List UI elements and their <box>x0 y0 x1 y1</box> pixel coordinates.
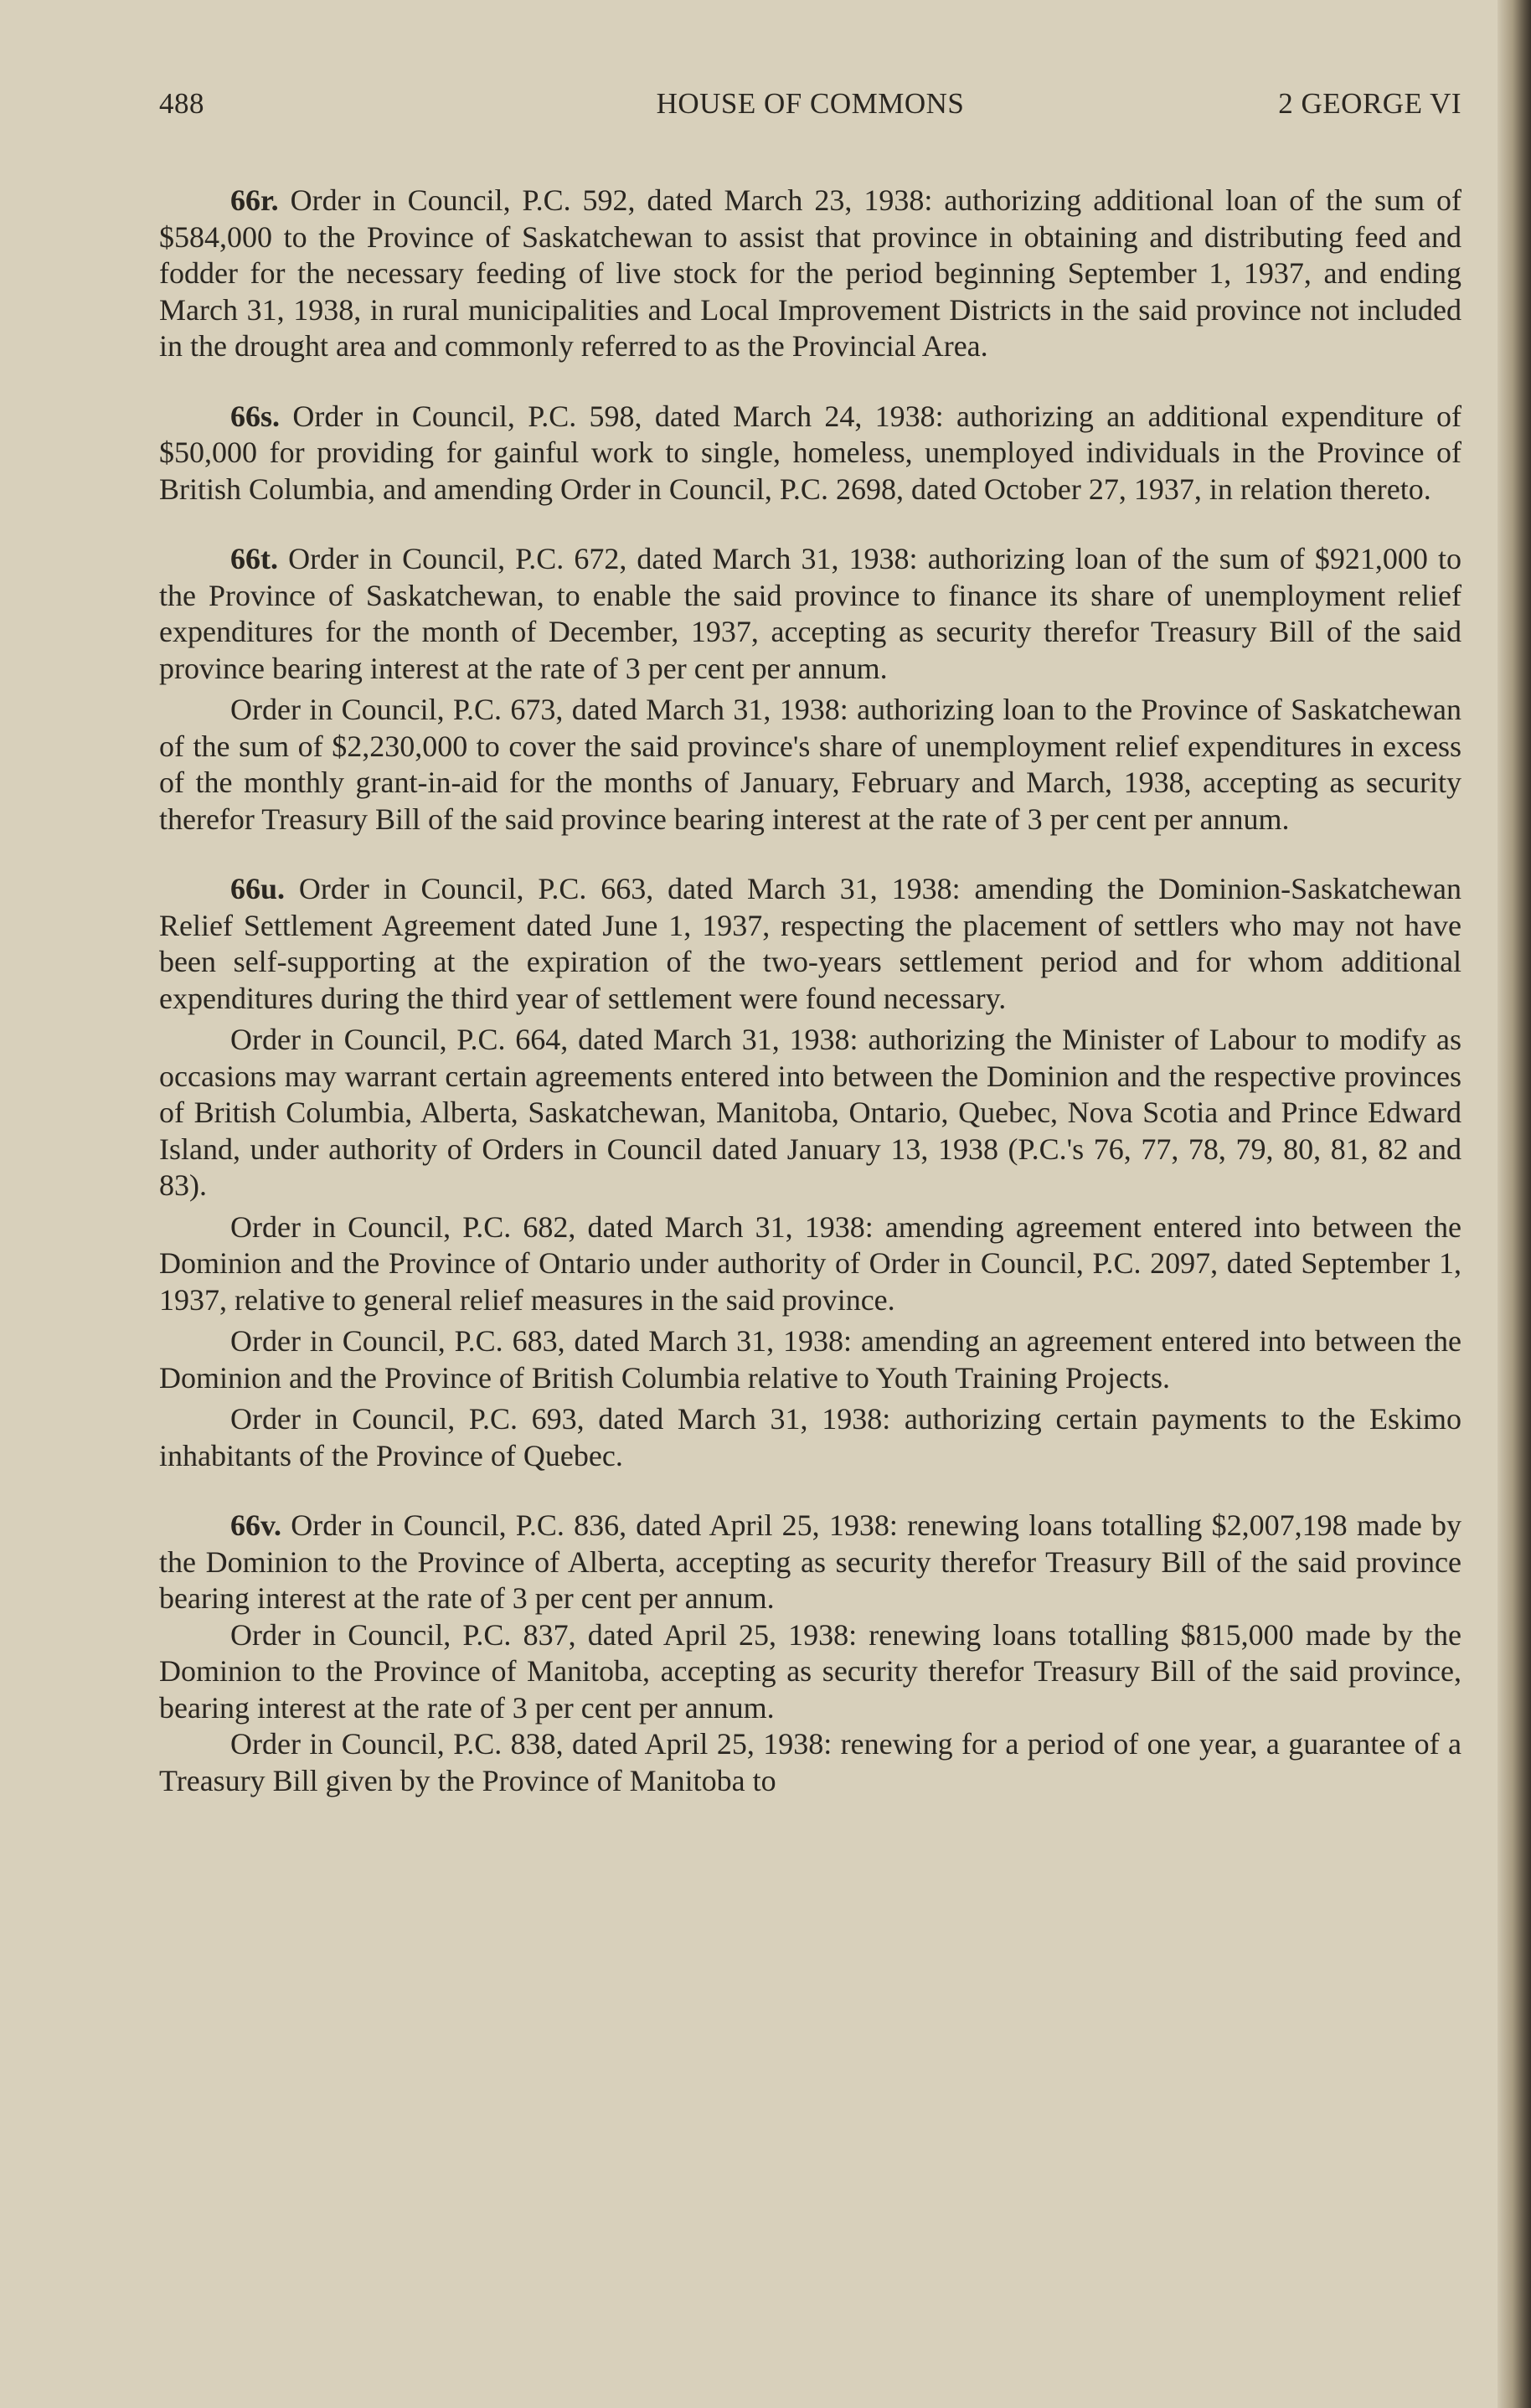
regnal-year: 2 GEORGE VI <box>1278 87 1461 120</box>
entry-66s <box>159 399 1461 508</box>
entry-continuation: Order in Council, P.C. 683, dated March 31, 1938: amending an agreement entered into between the Dominion and the Province of British Columbia relative to Youth Training Projects. <box>159 1324 1461 1395</box>
entry-number: 66u. <box>230 872 286 905</box>
entry-text: Order in Council, P.C. 598, dated March 24, 1938: authorizing an additional expenditure of $50,000 for providing for gainful work to single, homeless, unemployed individuals in the Province of British Columbia, and amending Order in Council, P.C. 2698, dated October 27, 1937, in relation thereto. <box>159 399 1462 506</box>
entry-text: Order in Council, P.C. 672, dated March 31, 1938: authorizing loan of the sum of $921,000 to the Province of Saskatchewan, to enable the said province to finance its share of unemployment relief expenditures for the month of December, 1937, accepting as security therefor Treasury Bill of the said province bearing interest at the rate of 3 per cent per annum. <box>159 542 1462 685</box>
entry-66t <box>159 541 1461 687</box>
document-body <box>159 183 1461 1799</box>
entry-continuation: Order in Council, P.C. 837, dated April 25, 1938: renewing loans totalling $815,000 made by the Dominion to the Province of Manitoba, accepting as security therefor Treasury Bill of the said province, bearing interest at the rate of 3 per cent per annum. <box>159 1617 1461 1725</box>
entry-number: 66s. <box>230 399 281 433</box>
entry-continuation: Order in Council, P.C. 693, dated March 31, 1938: authorizing certain payments to the Eskimo inhabitants of the Province of Quebec. <box>159 1402 1461 1472</box>
entry-number: 66t. <box>230 542 278 575</box>
page-binding-edge <box>1497 0 1531 2408</box>
entry-continuation: Order in Council, P.C. 673, dated March 31, 1938: authorizing loan to the Province of Saskatchewan of the sum of $2,230,000 to cover the said province's share of unemployment relief expenditures in excess of the monthly grant-in-aid for the months of January, February and March, 1938, accepting as security therefor Treasury Bill of the said province bearing interest at the rate of 3 per cent per annum. <box>159 693 1461 836</box>
entry-66v <box>159 1508 1461 1617</box>
page-number: 488 <box>159 87 204 120</box>
entry-66u <box>159 871 1461 1017</box>
entry-text: Order in Council, P.C. 836, dated April 25, 1938: renewing loans totalling $2,007,198 made by the Dominion to the Province of Alberta, accepting as security therefor Treasury Bill of the said province bearing interest at the rate of 3 per cent per annum. <box>159 1508 1462 1615</box>
entry-continuation: Order in Council, P.C. 682, dated March 31, 1938: amending agreement entered into between the Dominion and the Province of Ontario under authority of Order in Council, P.C. 2097, dated September 1, 1937, relative to general relief measures in the said province. <box>159 1209 1461 1317</box>
entry-number: 66r. <box>230 183 279 217</box>
entry-continuation: Order in Council, P.C. 664, dated March 31, 1938: authorizing the Minister of Labour to modify as occasions may warrant certain agreements entered into between the Dominion and the respective provinces of British Columbia, Alberta, Saskatchewan, Manitoba, Ontario, Quebec, Nova Scotia and Prince Edward Island, under authority of Orders in Council dated January 13, 1938 (P.C.'s 76, 77, 78, 79, 80, 81, 82 and 83). <box>159 1023 1461 1202</box>
entry-text: Order in Council, P.C. 663, dated March 31, 1938: amending the Dominion-Saskatchewan Relief Settlement Agreement dated June 1, 1937, respecting the placement of settlers who may not have been self-supporting at the expiration of the two-years settlement period and for whom additional expenditures during the third year of settlement were found necessary. <box>159 872 1462 1015</box>
entry-text: Order in Council, P.C. 592, dated March 23, 1938: authorizing additional loan of the sum of $584,000 to the Province of Saskatchewan to assist that province in obtaining and distributing feed and fodder for the necessary feeding of live stock for the period beginning September 1, 1937, and ending March 31, 1938, in rural municipalities and Local Improvement Districts in the said province not included in the drought area and commonly referred to as the Provincial Area. <box>159 183 1462 363</box>
entry-continuation: Order in Council, P.C. 838, dated April 25, 1938: renewing for a period of one year, a guarantee of a Treasury Bill given by the Province of Manitoba to <box>159 1727 1461 1797</box>
running-title: HOUSE OF COMMONS <box>656 87 965 120</box>
entry-number: 66v. <box>230 1508 282 1542</box>
running-header <box>159 87 1461 129</box>
entry-66r <box>159 183 1461 365</box>
